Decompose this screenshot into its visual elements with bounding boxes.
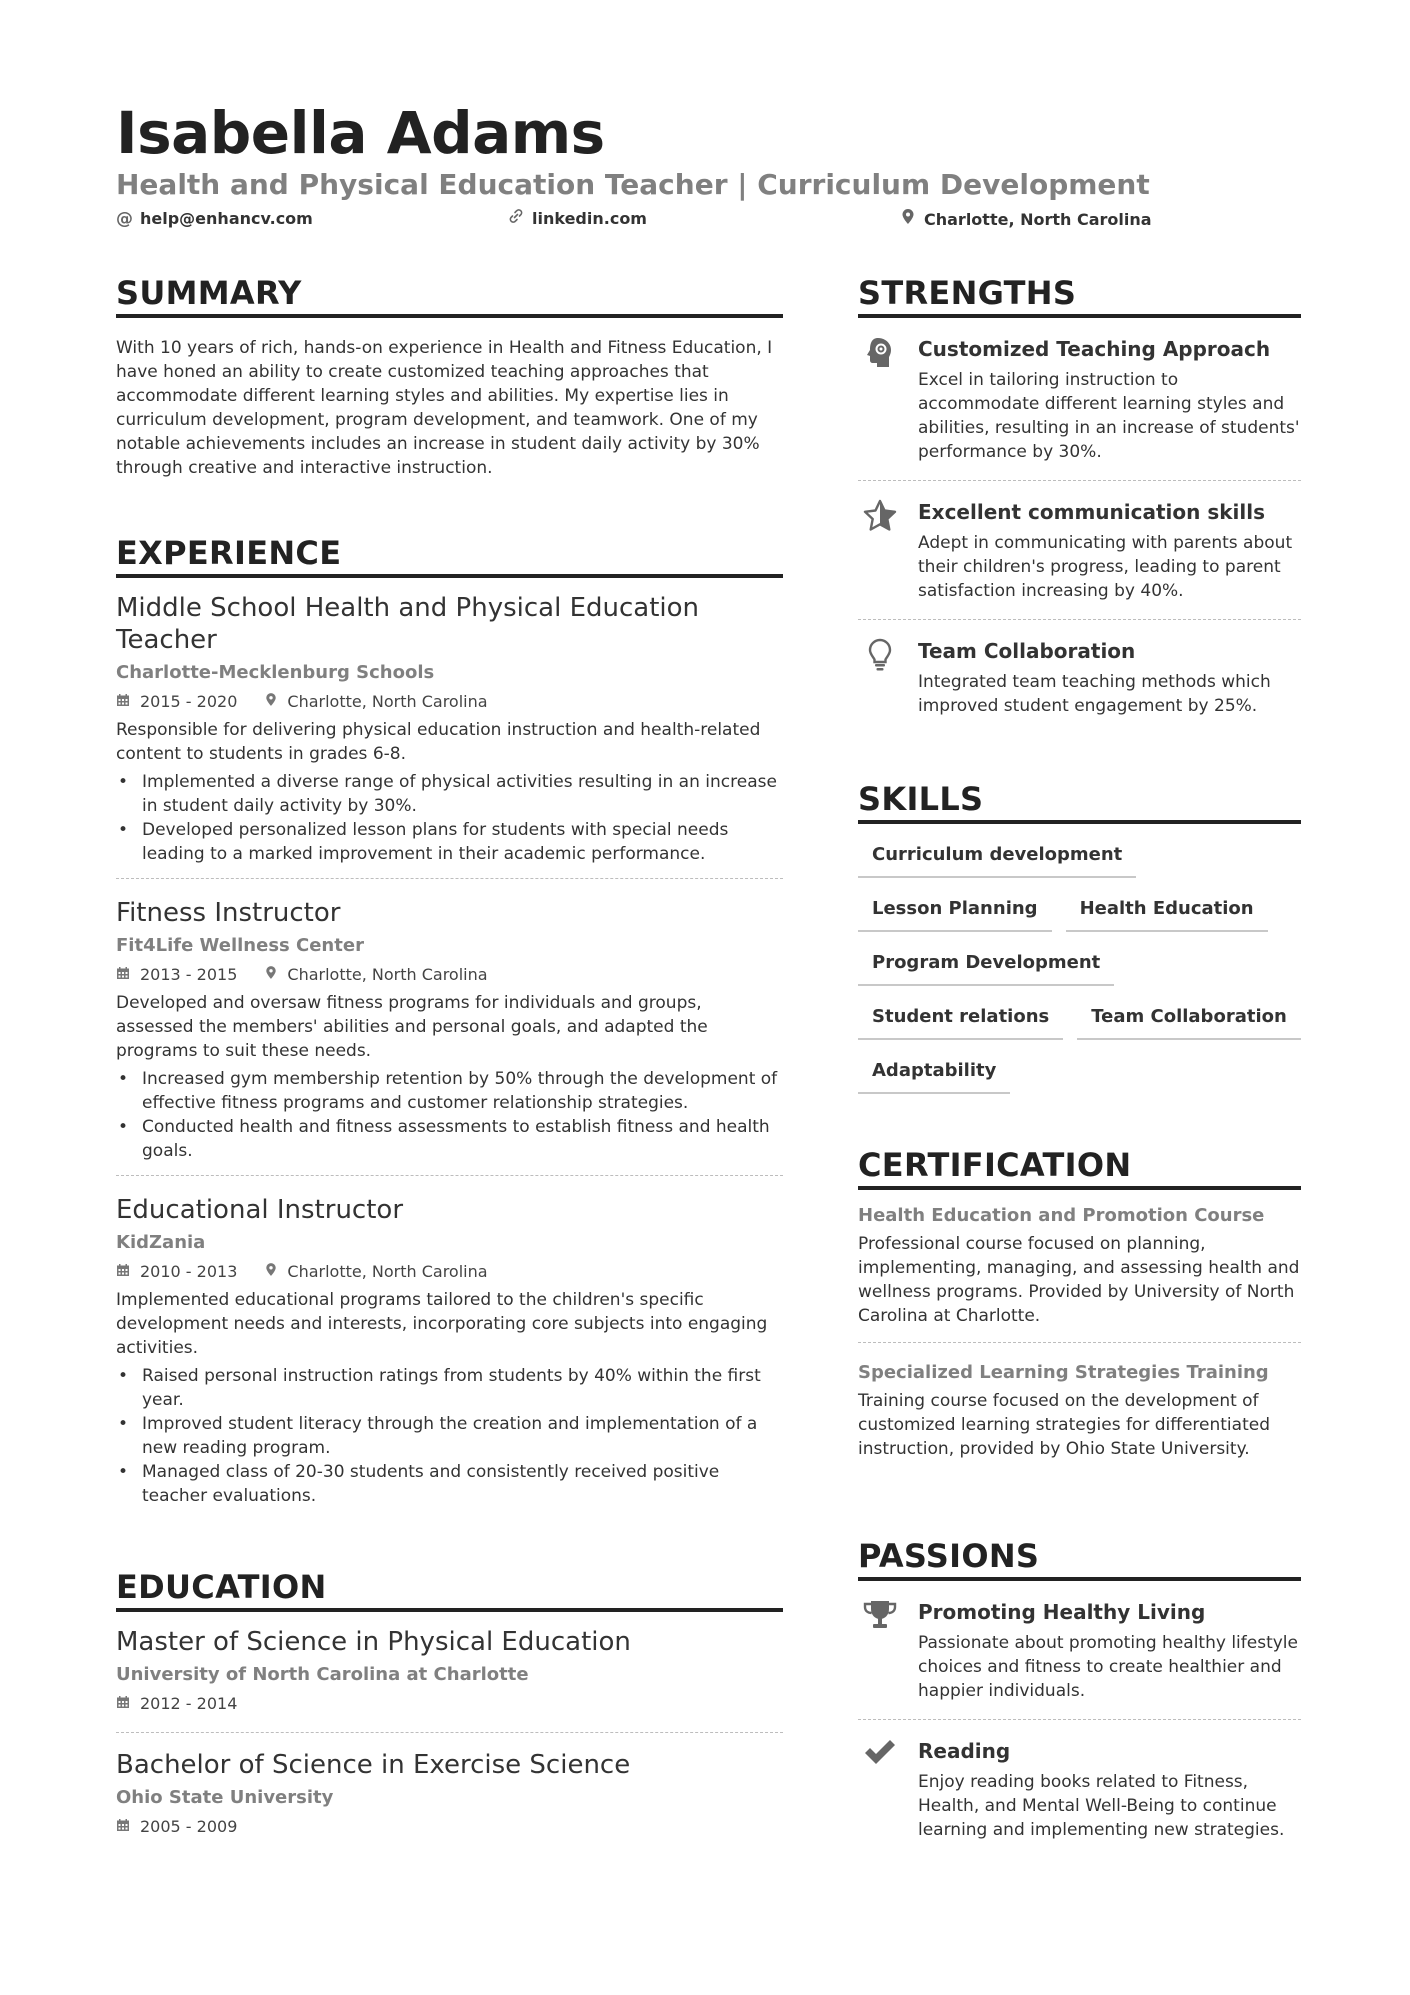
skill-tag: Curriculum development (858, 842, 1136, 878)
job-bullet: • Managed class of 20-30 students and consistently received positive teacher evaluations. (116, 1460, 783, 1508)
certification-text: Training course focused on the development of customized learning strategies for differentiated instruction, provided by Ohio State University. (858, 1391, 1270, 1459)
certification-title: Health Education and Promotion Course (858, 1205, 1265, 1226)
email-text: help@enhancv.com (140, 209, 313, 228)
left-column (116, 272, 783, 1871)
star-icon (858, 497, 902, 603)
job-bullet: • Improved student literacy through the creation and implementation of a new reading program. (116, 1412, 783, 1460)
calendar-icon (116, 963, 130, 987)
summary-heading: SUMMARY (116, 272, 783, 318)
passion-item (858, 1736, 1301, 1858)
education-meta (116, 1815, 783, 1839)
checkmark-icon (858, 1736, 902, 1842)
passions-heading: PASSIONS (858, 1535, 1301, 1581)
certification-heading: CERTIFICATION (858, 1144, 1301, 1190)
education-dates: 2005 - 2009 (140, 1817, 238, 1836)
job-bullets (116, 1067, 783, 1163)
trophy-icon (858, 1597, 902, 1703)
job-description: Responsible for delivering physical education instruction and health-related content to students in grades 6-8. (116, 720, 761, 764)
school-name: University of North Carolina at Charlotte (116, 1664, 529, 1685)
job-dates: 2015 - 2020 (140, 692, 238, 711)
strength-title: Team Collaboration (918, 639, 1136, 663)
passions-section (858, 1535, 1301, 1858)
location-text: Charlotte, North Carolina (924, 209, 1152, 229)
experience-entry (116, 1194, 783, 1520)
skills-section (858, 778, 1301, 1094)
at-sign-icon: @ (116, 209, 133, 229)
skill-tag: Program Development (858, 950, 1114, 986)
location-pin-icon (900, 208, 916, 231)
passion-text: Passionate about promoting healthy lifestyle choices and fitness to create healthier and happier individuals. (918, 1633, 1298, 1701)
strengths-section (858, 272, 1301, 734)
job-title: Middle School Health and Physical Education Teacher (116, 593, 700, 655)
job-meta (116, 690, 783, 714)
job-bullets (116, 1364, 783, 1508)
job-bullet: • Raised personal instruction ratings from students by 40% within the first year. (116, 1364, 783, 1412)
experience-entry (116, 897, 783, 1176)
experience-heading: EXPERIENCE (116, 532, 783, 578)
company-name: Fit4Life Wellness Center (116, 935, 364, 956)
skills-heading: SKILLS (858, 778, 1301, 824)
job-meta (116, 1260, 783, 1284)
contact-linkedin[interactable] (508, 208, 647, 230)
education-dates: 2012 - 2014 (140, 1694, 238, 1713)
education-meta (116, 1692, 783, 1716)
passion-item (858, 1597, 1301, 1720)
job-title: Educational Instructor (116, 1195, 404, 1225)
skill-tag: Lesson Planning (858, 896, 1052, 932)
job-description: Implemented educational programs tailored to the children's specific development needs and interests, incorporating core subjects into engaging activities. (116, 1290, 768, 1358)
calendar-icon (116, 1815, 130, 1839)
strength-title: Customized Teaching Approach (918, 337, 1271, 361)
strength-title: Excellent communication skills (918, 500, 1266, 524)
job-bullet: • Developed personalized lesson plans for students with special needs leading to a marked improvement in their academic performance. (116, 818, 783, 866)
experience-entry (116, 592, 783, 879)
company-name: Charlotte-Mecklenburg Schools (116, 662, 435, 683)
strength-item (858, 334, 1301, 481)
candidate-headline: Health and Physical Education Teacher | Curriculum Development (116, 168, 1150, 201)
contact-location (900, 208, 1152, 231)
skill-tag: Health Education (1066, 896, 1268, 932)
skill-tag: Student relations (858, 1004, 1063, 1040)
job-title: Fitness Instructor (116, 898, 341, 928)
certification-title: Specialized Learning Strategies Training (858, 1362, 1269, 1383)
calendar-icon (116, 1260, 130, 1284)
degree-title: Bachelor of Science in Exercise Science (116, 1750, 631, 1780)
job-bullet: • Increased gym membership retention by 50% through the development of effective fitness programs and customer relationship strategies. (116, 1067, 783, 1115)
link-icon (508, 208, 524, 230)
job-location: Charlotte, North Carolina (287, 965, 488, 984)
job-bullet: • Implemented a diverse range of physical activities resulting in an increase in student daily activity by 30%. (116, 770, 783, 818)
location-pin-icon (265, 690, 277, 714)
skill-tag: Adaptability (858, 1058, 1010, 1094)
strengths-heading: STRENGTHS (858, 272, 1301, 318)
calendar-icon (116, 1692, 130, 1716)
company-name: KidZania (116, 1232, 206, 1253)
location-pin-icon (265, 963, 277, 987)
location-pin-icon (265, 1260, 277, 1284)
job-bullet: • Conducted health and fitness assessments to establish fitness and health goals. (116, 1115, 783, 1163)
certification-text: Professional course focused on planning, implementing, managing, and assessing health and wellness programs. Provided by University of North Carolina at Charlotte. (858, 1234, 1300, 1326)
strength-text: Excel in tailoring instruction to accommodate different learning styles and abilities, resulting in an increase of students' performance by 30%. (918, 370, 1300, 462)
experience-section (116, 532, 783, 1520)
skill-tag: Team Collaboration (1077, 1004, 1301, 1040)
degree-title: Master of Science in Physical Education (116, 1627, 631, 1657)
passion-title: Promoting Healthy Living (918, 1600, 1206, 1624)
head-icon (858, 334, 902, 464)
candidate-name: Isabella Adams (116, 99, 605, 167)
passion-text: Enjoy reading books related to Fitness, Health, and Mental Well-Being to continue learning and implementing new strategies. (918, 1772, 1285, 1840)
job-dates: 2010 - 2013 (140, 1262, 238, 1281)
job-description: Developed and oversaw fitness programs for individuals and groups, assessed the members' abilities and personal goals, and adapted the programs to suit these needs. (116, 993, 708, 1061)
job-location: Charlotte, North Carolina (287, 692, 488, 711)
certification-item (858, 1202, 1301, 1343)
contact-email[interactable] (116, 208, 313, 230)
passion-title: Reading (918, 1739, 1011, 1763)
strength-text: Adept in communicating with parents about their children's progress, leading to parent satisfaction increasing by 40%. (918, 533, 1293, 601)
school-name: Ohio State University (116, 1787, 334, 1808)
summary-section (116, 272, 783, 480)
strength-item (858, 497, 1301, 620)
job-bullets (116, 770, 783, 866)
strength-text: Integrated team teaching methods which improved student engagement by 25%. (918, 672, 1271, 716)
certification-item (858, 1359, 1301, 1475)
job-meta (116, 963, 783, 987)
strength-item (858, 636, 1301, 734)
skills-list (858, 842, 1301, 1094)
certification-section (858, 1144, 1301, 1475)
job-location: Charlotte, North Carolina (287, 1262, 488, 1281)
education-heading: EDUCATION (116, 1566, 783, 1612)
calendar-icon (116, 690, 130, 714)
linkedin-text: linkedin.com (532, 209, 647, 228)
education-entry (116, 1626, 783, 1733)
lightbulb-icon (858, 636, 902, 718)
summary-text: With 10 years of rich, hands-on experience in Health and Fitness Education, I have honed an ability to create customized teaching approaches that accommodate different learning styles and abilities. My expertise lies in curriculum development, program development, and teamwork. One of my notable achievements includes an increase in student daily activity by 30% through creative and interactive instruction. (116, 338, 773, 478)
education-entry (116, 1749, 783, 1855)
education-section (116, 1566, 783, 1855)
job-dates: 2013 - 2015 (140, 965, 238, 984)
right-column (858, 272, 1301, 1874)
